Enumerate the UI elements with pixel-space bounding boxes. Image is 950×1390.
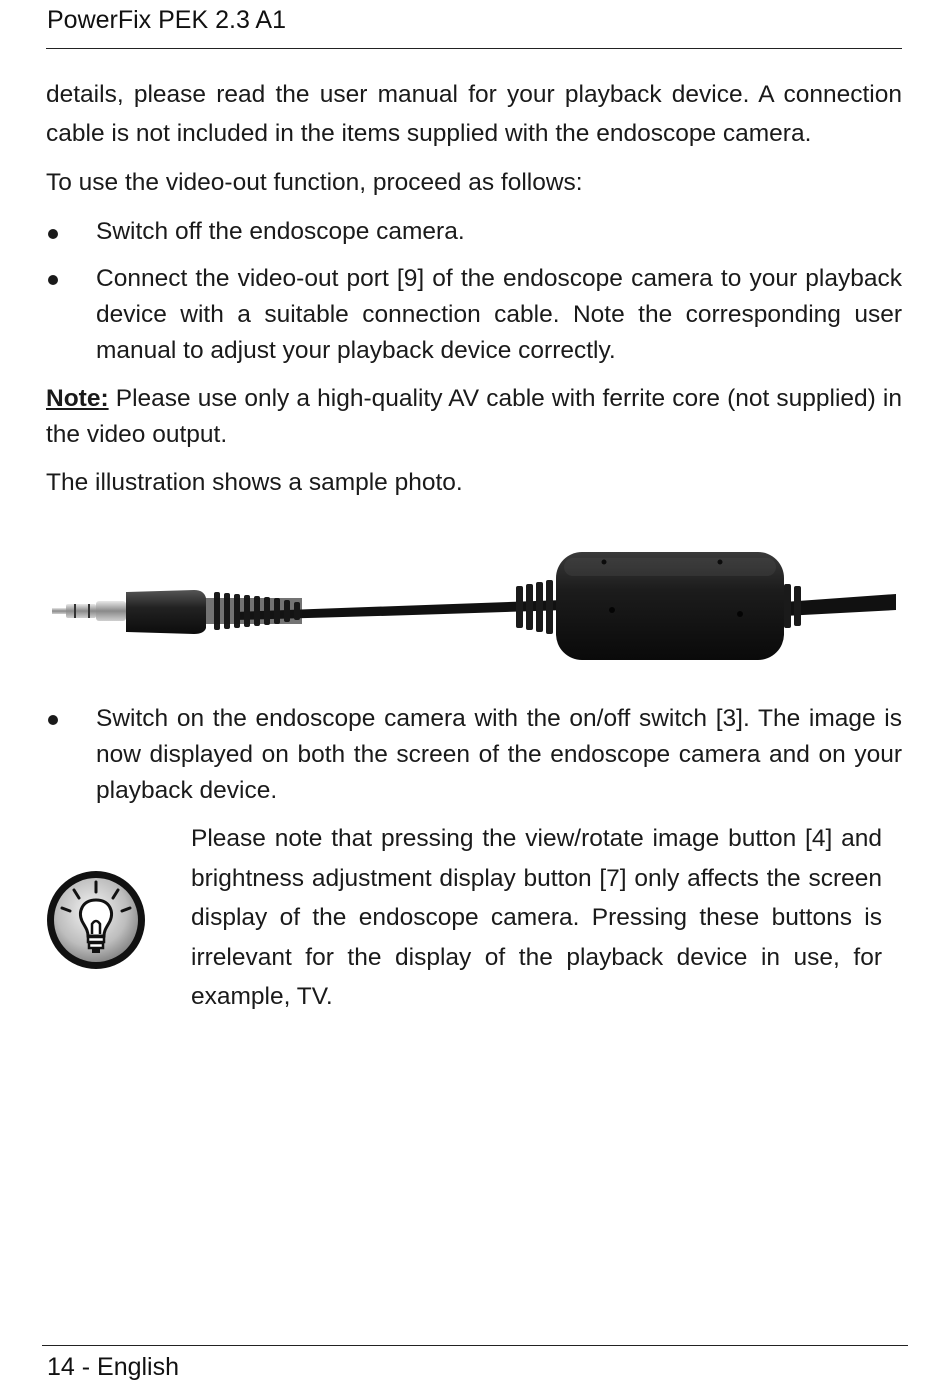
illustration-caption: The illustration shows a sample photo.	[46, 469, 463, 496]
footer-rule	[42, 1345, 908, 1346]
av-cable-photo	[44, 548, 900, 666]
bullet-icon	[48, 275, 58, 285]
list-item: Switch off the endoscope camera.	[96, 218, 465, 245]
page-footer: 14 - English	[47, 1353, 180, 1381]
intro-paragraph: details, please read the user manual for your playback device. A connection cable is not included in the items supplied with the endoscope camera.	[46, 81, 902, 147]
bullet-icon	[48, 715, 58, 725]
instructions-lead: To use the video-out function, proceed as follows:	[46, 169, 583, 196]
note-paragraph	[46, 381, 902, 453]
lightbulb-tip-icon	[44, 868, 148, 972]
tip-text: Please note that pressing the view/rotate image button [4] and brightness adjustment display button [7] only affects the screen display of the endoscope camera. Pressing these buttons is irrelevant for the display of the playback device in use, for example, TV.	[191, 825, 882, 1010]
note-label: Note:	[46, 385, 109, 412]
list-item: Connect the video-out port [9] of the endoscope camera to your playback device with a suitable connection cable. Note the corresponding user manual to adjust your playback device correctly.	[96, 265, 902, 364]
note-text: Please use only a high-quality AV cable with ferrite core (not supplied) in the video output.	[46, 385, 902, 448]
header-rule	[46, 48, 902, 49]
running-header: PowerFix PEK 2.3 A1	[47, 6, 287, 34]
list-item: Switch on the endoscope camera with the on/off switch [3]. The image is now displayed on both the screen of the endoscope camera and on your playback device.	[96, 705, 902, 804]
bullet-icon	[48, 229, 58, 239]
